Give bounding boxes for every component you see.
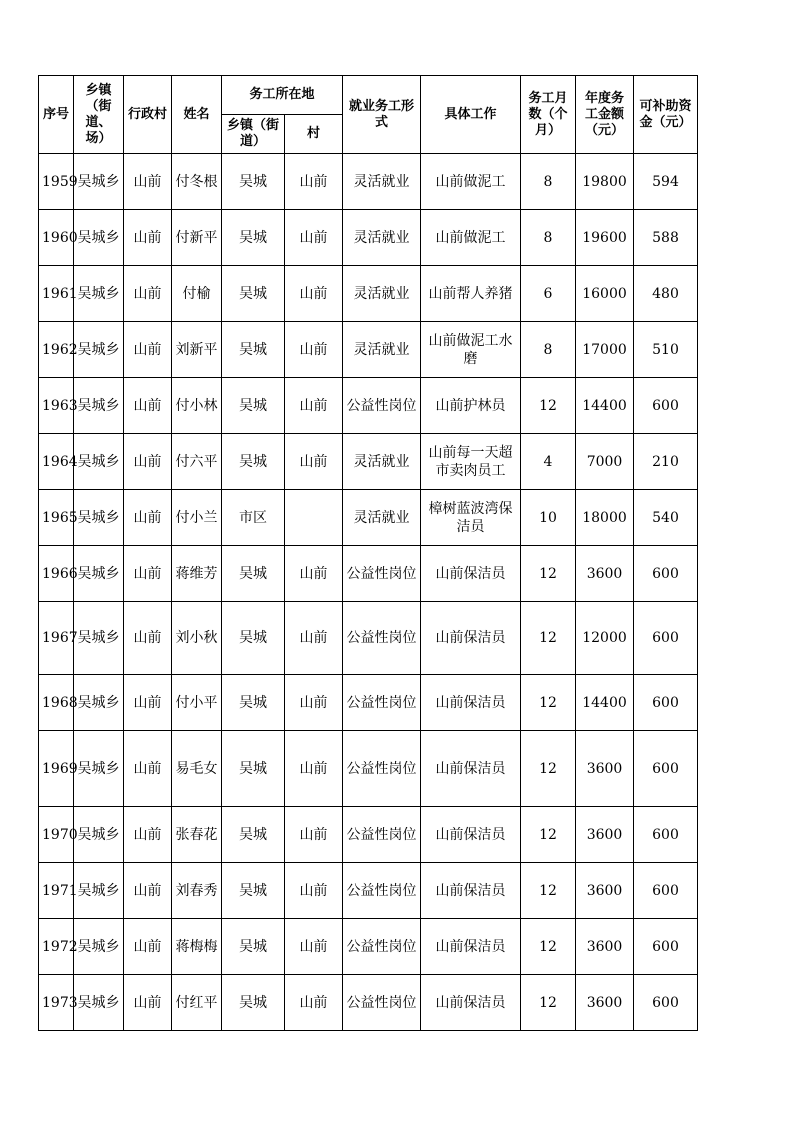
cell-annual: 3600: [576, 807, 634, 863]
cell-months: 12: [521, 807, 576, 863]
cell-village: 山前: [124, 490, 172, 546]
cell-job: 山前做泥工: [421, 154, 521, 210]
cell-town: 吴城乡: [74, 546, 124, 602]
cell-months: 12: [521, 378, 576, 434]
cell-subsidy: 480: [634, 266, 698, 322]
cell-job: 樟树蓝波湾保洁员: [421, 490, 521, 546]
cell-loc-town: 吴城: [222, 378, 285, 434]
cell-form: 灵活就业: [343, 154, 421, 210]
cell-name: 付红平: [172, 975, 222, 1031]
cell-months: 12: [521, 546, 576, 602]
cell-town: 吴城乡: [74, 863, 124, 919]
cell-subsidy: 600: [634, 807, 698, 863]
cell-subsidy: 600: [634, 919, 698, 975]
col-header-loc-town: 乡镇（街道）: [222, 115, 285, 154]
cell-annual: 19600: [576, 210, 634, 266]
table-row: [39, 490, 698, 546]
cell-seq: 1964: [39, 434, 74, 490]
cell-subsidy: 600: [634, 731, 698, 807]
cell-name: 张春花: [172, 807, 222, 863]
cell-months: 12: [521, 731, 576, 807]
cell-village: 山前: [124, 975, 172, 1031]
cell-seq: 1971: [39, 863, 74, 919]
cell-loc-town: 吴城: [222, 807, 285, 863]
cell-village: 山前: [124, 210, 172, 266]
cell-seq: 1966: [39, 546, 74, 602]
table-row: [39, 731, 698, 807]
col-header-village: 行政村: [124, 76, 172, 154]
cell-annual: 7000: [576, 434, 634, 490]
cell-name: 付六平: [172, 434, 222, 490]
cell-village: 山前: [124, 322, 172, 378]
cell-loc-town: 吴城: [222, 919, 285, 975]
cell-months: 12: [521, 675, 576, 731]
cell-loc-village: 山前: [285, 602, 343, 675]
cell-village: 山前: [124, 434, 172, 490]
cell-months: 12: [521, 863, 576, 919]
cell-subsidy: 510: [634, 322, 698, 378]
cell-seq: 1973: [39, 975, 74, 1031]
cell-months: 12: [521, 975, 576, 1031]
cell-form: 公益性岗位: [343, 602, 421, 675]
cell-loc-village: 山前: [285, 731, 343, 807]
cell-subsidy: 600: [634, 546, 698, 602]
cell-annual: 18000: [576, 490, 634, 546]
table-row: [39, 322, 698, 378]
cell-job: 山前保洁员: [421, 919, 521, 975]
table-row: [39, 266, 698, 322]
cell-annual: 3600: [576, 919, 634, 975]
cell-town: 吴城乡: [74, 490, 124, 546]
col-header-form: 就业务工形式: [343, 76, 421, 154]
cell-seq: 1965: [39, 490, 74, 546]
cell-seq: 1963: [39, 378, 74, 434]
cell-seq: 1968: [39, 675, 74, 731]
cell-seq: 1961: [39, 266, 74, 322]
cell-form: 灵活就业: [343, 322, 421, 378]
cell-village: 山前: [124, 602, 172, 675]
col-header-subsidy: 可补助资金（元）: [634, 76, 698, 154]
cell-name: 付榆: [172, 266, 222, 322]
cell-annual: 19800: [576, 154, 634, 210]
cell-job: 山前保洁员: [421, 675, 521, 731]
cell-loc-village: 山前: [285, 434, 343, 490]
col-header-loc-village: 村: [285, 115, 343, 154]
cell-subsidy: 210: [634, 434, 698, 490]
cell-job: 山前保洁员: [421, 975, 521, 1031]
table-row: [39, 378, 698, 434]
cell-seq: 1972: [39, 919, 74, 975]
cell-loc-village: 山前: [285, 919, 343, 975]
cell-annual: 3600: [576, 863, 634, 919]
cell-annual: 14400: [576, 675, 634, 731]
cell-loc-town: 吴城: [222, 863, 285, 919]
cell-village: 山前: [124, 154, 172, 210]
cell-name: 刘新平: [172, 322, 222, 378]
col-header-months: 务工月数（个月）: [521, 76, 576, 154]
cell-loc-town: 吴城: [222, 266, 285, 322]
cell-loc-village: 山前: [285, 807, 343, 863]
col-header-annual: 年度务工金额（元）: [576, 76, 634, 154]
cell-loc-town: 吴城: [222, 546, 285, 602]
cell-loc-village: 山前: [285, 378, 343, 434]
cell-town: 吴城乡: [74, 210, 124, 266]
cell-subsidy: 600: [634, 975, 698, 1031]
cell-loc-village: 山前: [285, 975, 343, 1031]
cell-subsidy: 588: [634, 210, 698, 266]
table-row: [39, 863, 698, 919]
cell-annual: 12000: [576, 602, 634, 675]
cell-subsidy: 600: [634, 602, 698, 675]
cell-name: 蒋维芳: [172, 546, 222, 602]
cell-village: 山前: [124, 266, 172, 322]
cell-form: 公益性岗位: [343, 919, 421, 975]
cell-job: 山前保洁员: [421, 731, 521, 807]
cell-loc-town: 吴城: [222, 731, 285, 807]
cell-town: 吴城乡: [74, 378, 124, 434]
cell-months: 12: [521, 602, 576, 675]
cell-form: 公益性岗位: [343, 975, 421, 1031]
cell-name: 付小林: [172, 378, 222, 434]
cell-job: 山前保洁员: [421, 863, 521, 919]
cell-town: 吴城乡: [74, 602, 124, 675]
cell-seq: 1969: [39, 731, 74, 807]
cell-job: 山前护林员: [421, 378, 521, 434]
col-header-name: 姓名: [172, 76, 222, 154]
cell-name: 蒋梅梅: [172, 919, 222, 975]
cell-loc-village: 山前: [285, 675, 343, 731]
cell-name: 刘小秋: [172, 602, 222, 675]
cell-subsidy: 594: [634, 154, 698, 210]
cell-annual: 3600: [576, 546, 634, 602]
cell-form: 公益性岗位: [343, 675, 421, 731]
cell-seq: 1962: [39, 322, 74, 378]
cell-loc-village: 山前: [285, 210, 343, 266]
cell-town: 吴城乡: [74, 322, 124, 378]
col-header-job: 具体工作: [421, 76, 521, 154]
cell-form: 灵活就业: [343, 434, 421, 490]
cell-form: 灵活就业: [343, 490, 421, 546]
cell-seq: 1967: [39, 602, 74, 675]
cell-loc-village: 山前: [285, 546, 343, 602]
cell-village: 山前: [124, 919, 172, 975]
table-row: [39, 807, 698, 863]
header-row-top: [39, 76, 698, 115]
cell-loc-town: 吴城: [222, 322, 285, 378]
cell-form: 灵活就业: [343, 266, 421, 322]
cell-form: 公益性岗位: [343, 807, 421, 863]
cell-months: 8: [521, 210, 576, 266]
cell-subsidy: 600: [634, 863, 698, 919]
cell-annual: 3600: [576, 975, 634, 1031]
cell-months: 6: [521, 266, 576, 322]
cell-form: 灵活就业: [343, 210, 421, 266]
table-row: [39, 602, 698, 675]
cell-village: 山前: [124, 546, 172, 602]
cell-town: 吴城乡: [74, 266, 124, 322]
table-row: [39, 434, 698, 490]
cell-loc-town: 吴城: [222, 675, 285, 731]
cell-town: 吴城乡: [74, 154, 124, 210]
cell-months: 8: [521, 322, 576, 378]
cell-village: 山前: [124, 863, 172, 919]
cell-job: 山前保洁员: [421, 807, 521, 863]
cell-job: 山前每一天超市卖肉员工: [421, 434, 521, 490]
cell-town: 吴城乡: [74, 434, 124, 490]
cell-name: 付新平: [172, 210, 222, 266]
cell-seq: 1960: [39, 210, 74, 266]
cell-job: 山前保洁员: [421, 546, 521, 602]
cell-name: 刘春秀: [172, 863, 222, 919]
cell-town: 吴城乡: [74, 675, 124, 731]
table-row: [39, 675, 698, 731]
cell-subsidy: 540: [634, 490, 698, 546]
cell-loc-village: 山前: [285, 154, 343, 210]
table-row: [39, 919, 698, 975]
cell-seq: 1959: [39, 154, 74, 210]
cell-months: 10: [521, 490, 576, 546]
cell-village: 山前: [124, 378, 172, 434]
cell-annual: 14400: [576, 378, 634, 434]
cell-loc-village: 山前: [285, 863, 343, 919]
table-row: [39, 546, 698, 602]
cell-village: 山前: [124, 807, 172, 863]
cell-loc-town: 市区: [222, 490, 285, 546]
cell-annual: 17000: [576, 322, 634, 378]
cell-form: 公益性岗位: [343, 546, 421, 602]
cell-annual: 3600: [576, 731, 634, 807]
col-header-town: 乡镇（街道、场）: [74, 76, 124, 154]
cell-seq: 1970: [39, 807, 74, 863]
cell-town: 吴城乡: [74, 975, 124, 1031]
cell-months: 4: [521, 434, 576, 490]
cell-job: 山前帮人养猪: [421, 266, 521, 322]
cell-village: 山前: [124, 675, 172, 731]
cell-form: 公益性岗位: [343, 378, 421, 434]
table-body: [39, 154, 698, 1031]
table-row: [39, 154, 698, 210]
cell-town: 吴城乡: [74, 919, 124, 975]
cell-loc-town: 吴城: [222, 434, 285, 490]
col-header-work-location: 务工所在地: [222, 76, 343, 115]
cell-name: 付小兰: [172, 490, 222, 546]
cell-job: 山前做泥工: [421, 210, 521, 266]
cell-loc-town: 吴城: [222, 602, 285, 675]
cell-loc-village: [285, 490, 343, 546]
cell-annual: 16000: [576, 266, 634, 322]
cell-subsidy: 600: [634, 378, 698, 434]
cell-name: 付小平: [172, 675, 222, 731]
cell-loc-village: 山前: [285, 322, 343, 378]
table-row: [39, 975, 698, 1031]
col-header-seq: 序号: [39, 76, 74, 154]
cell-loc-village: 山前: [285, 266, 343, 322]
cell-subsidy: 600: [634, 675, 698, 731]
cell-months: 12: [521, 919, 576, 975]
cell-name: 易毛女: [172, 731, 222, 807]
employment-subsidy-table: [38, 75, 698, 1031]
cell-months: 8: [521, 154, 576, 210]
cell-form: 公益性岗位: [343, 863, 421, 919]
cell-village: 山前: [124, 731, 172, 807]
table-row: [39, 210, 698, 266]
cell-town: 吴城乡: [74, 731, 124, 807]
cell-loc-town: 吴城: [222, 210, 285, 266]
cell-job: 山前做泥工水磨: [421, 322, 521, 378]
cell-loc-town: 吴城: [222, 154, 285, 210]
cell-town: 吴城乡: [74, 807, 124, 863]
cell-form: 公益性岗位: [343, 731, 421, 807]
cell-name: 付冬根: [172, 154, 222, 210]
cell-loc-town: 吴城: [222, 975, 285, 1031]
cell-job: 山前保洁员: [421, 602, 521, 675]
